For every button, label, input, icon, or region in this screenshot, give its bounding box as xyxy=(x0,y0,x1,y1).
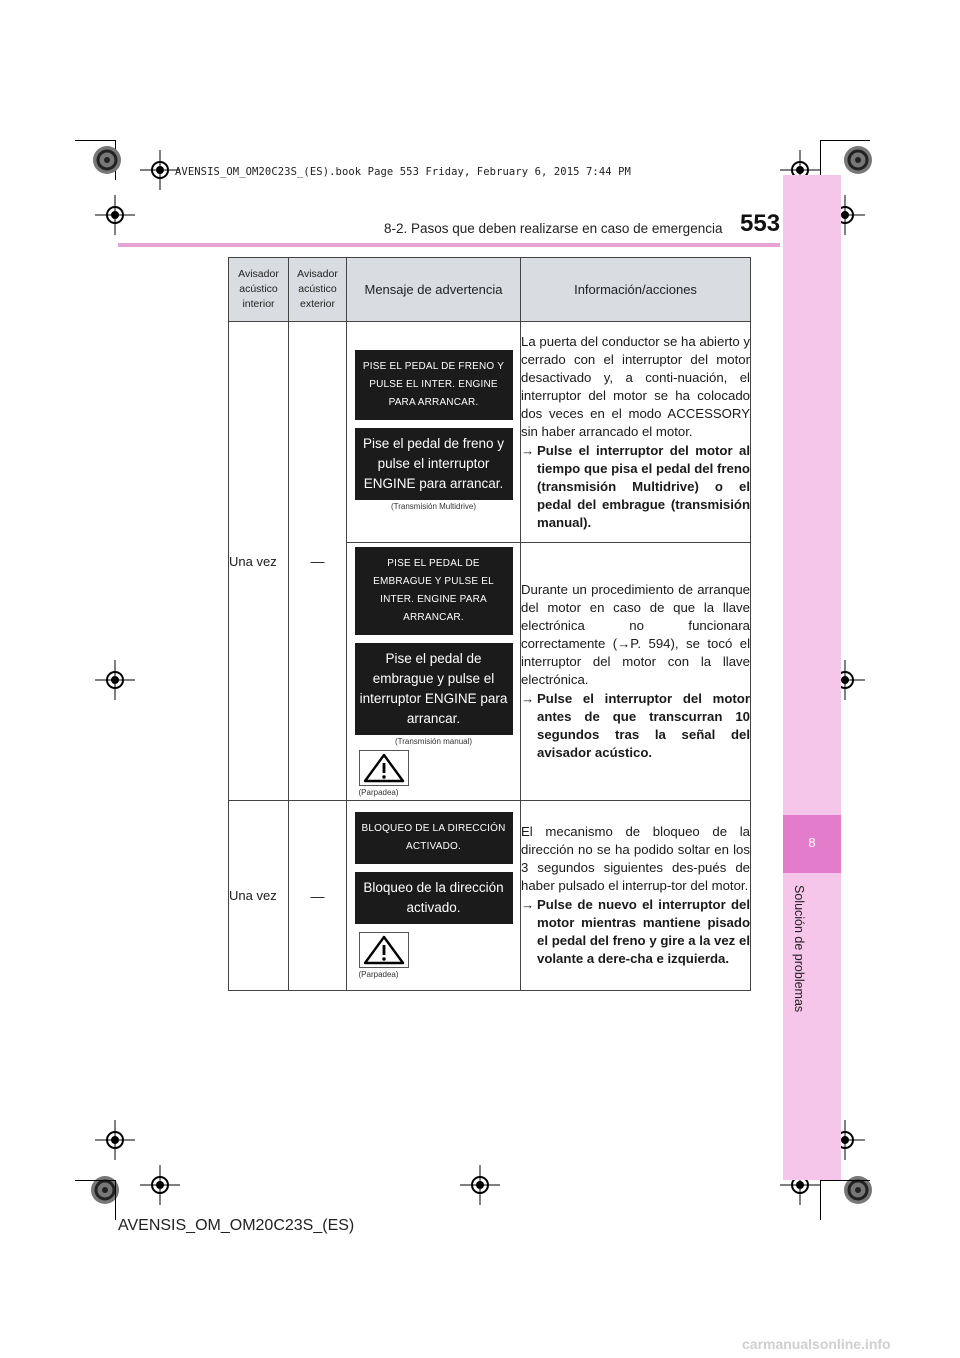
action-text: Pulse de nuevo el interruptor del motor mientras mantiene pisado el pedal del freno y gire a la vez el volante a dere-cha e izquierda. xyxy=(537,897,750,966)
side-tab-chapter xyxy=(783,815,841,873)
warning-indicator xyxy=(359,932,509,979)
table-row xyxy=(229,322,751,543)
crop-line xyxy=(820,1180,870,1181)
message-display-lower: Pise el pedal de embrague y pulse el interruptor ENGINE para arrancar. xyxy=(355,643,513,735)
message-cell xyxy=(347,543,521,801)
info-text: La puerta del conductor se ha abierto y cerrado con el interruptor del motor desactivado y, a conti-nuación, el interruptor del motor se ha colocado dos veces en el modo ACCESSORY sin haber arrancado el motor. xyxy=(521,333,750,439)
crosshair-registration-icon xyxy=(95,195,135,235)
message-display-upper: BLOQUEO DE LA DIRECCIÓN ACTIVADO. xyxy=(355,812,513,864)
warning-triangle-icon xyxy=(359,932,409,968)
action-text: Pulse el interruptor del motor al tiempo que pisa el pedal del freno (transmisión Multidrive) o el pedal del embrague (transmisión manual). xyxy=(537,442,750,530)
action-text: Pulse el interruptor del motor antes de que transcurran 10 segundos tras la señal del avisador acústico. xyxy=(537,691,750,760)
message-cell xyxy=(347,322,521,543)
info-cell xyxy=(521,801,751,991)
message-caption: (Transmisión manual) xyxy=(394,736,473,746)
message-caption: (Transmisión Multidrive) xyxy=(390,501,477,511)
action-item xyxy=(521,442,750,532)
info-text: El mecanismo de bloqueo de la dirección no se ha podido soltar en los 3 segundos siguientes des-pués de haber pulsado el interrup-tor del motor. xyxy=(521,824,750,893)
rosette-registration-icon xyxy=(843,145,873,175)
crop-line xyxy=(820,140,870,141)
arrow-icon: → xyxy=(521,442,535,458)
rosette-registration-icon xyxy=(92,145,122,175)
chapter-title: Solución de problemas xyxy=(792,885,806,1013)
warning-table xyxy=(228,257,751,991)
interior-buzzer-cell: Una vez xyxy=(229,801,289,991)
book-info: AVENSIS_OM_OM20C23S_(ES).book Page 553 Friday, February 6, 2015 7:44 PM xyxy=(175,166,631,178)
blink-caption: (Parpadea) xyxy=(358,787,399,797)
header-info-actions: Información/acciones xyxy=(521,258,751,322)
arrow-icon: → xyxy=(521,897,535,912)
message-display-lower: Bloqueo de la dirección activado. xyxy=(355,872,513,924)
header-exterior-buzzer: Avisador acústico exterior xyxy=(289,258,347,322)
crosshair-registration-icon xyxy=(460,1165,500,1205)
header-warning-message: Mensaje de advertencia xyxy=(347,258,521,322)
table-header-row xyxy=(229,258,751,322)
arrow-icon: → xyxy=(521,691,535,706)
exterior-buzzer-cell: — xyxy=(289,801,347,991)
crop-line xyxy=(820,1180,821,1220)
message-display-upper: PISE EL PEDAL DE FRENO Y PULSE EL INTER. ENGINE PARA ARRANCAR. xyxy=(355,350,513,420)
side-tab-label xyxy=(790,885,812,1025)
message-display-lower: Pise el pedal de freno y pulse el interruptor ENGINE para arrancar. xyxy=(355,428,513,500)
crop-line xyxy=(75,140,115,141)
crop-line xyxy=(75,1180,115,1181)
action-item xyxy=(521,690,750,762)
chapter-number: 8 xyxy=(808,835,816,850)
crosshair-registration-icon xyxy=(140,1165,180,1205)
side-tab-strip xyxy=(783,175,841,1180)
crosshair-registration-icon xyxy=(140,150,180,190)
interior-buzzer-cell: Una vez xyxy=(229,322,289,801)
header-interior-buzzer: Avisador acústico interior xyxy=(229,258,289,322)
crop-line xyxy=(820,140,821,180)
info-text: Durante un procedimiento de arranque del motor en caso de que la llave electrónica no funcionara correctamente (→P. 594), se tocó el interruptor del motor con la llave electrónica. xyxy=(521,582,750,687)
action-item xyxy=(521,896,750,968)
crosshair-registration-icon xyxy=(95,1120,135,1160)
blink-caption: (Parpadea) xyxy=(358,970,399,979)
footer-code: AVENSIS_OM_OM20C23S_(ES) xyxy=(118,1217,355,1234)
page-number: 553 xyxy=(740,210,781,237)
table-row xyxy=(229,801,751,991)
warning-indicator xyxy=(359,750,509,797)
crosshair-registration-icon xyxy=(95,660,135,700)
info-cell xyxy=(521,543,751,801)
crop-line xyxy=(115,1180,116,1220)
section-title: 8-2. Pasos que deben realizarse en caso de emergencia xyxy=(384,221,723,236)
warning-triangle-icon xyxy=(359,750,409,786)
info-cell xyxy=(521,322,751,543)
message-cell xyxy=(347,801,521,991)
exterior-buzzer-cell: — xyxy=(289,322,347,801)
header-rule xyxy=(118,243,780,247)
watermark: carmanualsonline.info xyxy=(742,1336,891,1352)
message-display-upper: PISE EL PEDAL DE EMBRAGUE Y PULSE EL INTER. ENGINE PARA ARRANCAR. xyxy=(355,547,513,635)
